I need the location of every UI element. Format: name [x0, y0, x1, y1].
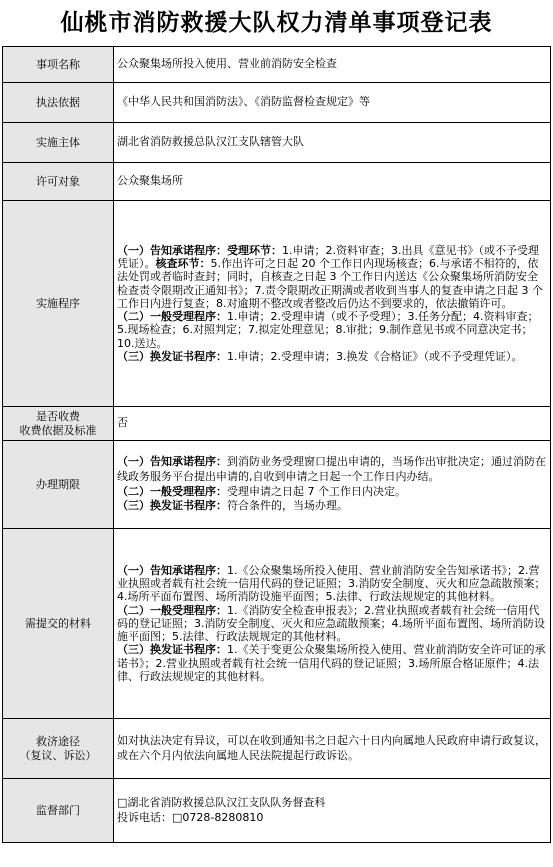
- subject-value: 湖北省消防救援总队汉江支队辖管大队: [114, 123, 551, 163]
- materials-value: [114, 529, 551, 719]
- row-supervision: [3, 779, 551, 843]
- materials-head-1: （一）告知承诺程序：: [117, 563, 227, 577]
- procedure-value: [114, 201, 551, 407]
- procedure-head-2: （二）一般受理程序：: [117, 310, 227, 324]
- row-materials: [3, 529, 551, 719]
- row-remedy: [3, 719, 551, 779]
- supervision-label: 监督部门: [3, 779, 114, 843]
- materials-text-3: 1.《关于变更公众聚集场所投入使用、营业前消防安全许可证的承诺书》；2.营业执照或者载有社会统一信用代码的登记证照；3.场所原合格证原件；4.法律、行政法规规定的其他材料。: [117, 643, 546, 684]
- procedure-sub-check: 核查环节：: [155, 256, 211, 270]
- target-value: 公众聚集场所: [114, 163, 551, 201]
- fee-value: 否: [114, 407, 551, 441]
- procedure-para-3: [117, 350, 547, 363]
- procedure-para-2: [117, 310, 547, 350]
- subject-label: 实施主体: [3, 123, 114, 163]
- procedure-head-1: （一）告知承诺程序：: [117, 243, 227, 257]
- remedy-label-line1: 救济途径: [36, 734, 80, 748]
- supervision-value: [114, 779, 551, 843]
- remedy-value: 如对执法决定有异议，可以在收到通知书之日起六十日内向属地人民政府申请行政复议，或在六个月内依法向属地人民法院提起行政诉讼。: [114, 719, 551, 779]
- procedure-para-1: [117, 244, 547, 310]
- materials-para-3: [117, 643, 547, 683]
- procedure-head-3: （三）换发证书程序：: [117, 350, 227, 364]
- materials-label: 需提交的材料: [3, 529, 114, 719]
- time-limit-value: [114, 441, 551, 529]
- procedure-label: 实施程序: [3, 201, 114, 407]
- fee-label-line2: 收费依据及标准: [19, 423, 97, 437]
- row-target: [3, 163, 551, 201]
- time-limit-head-2: （二）一般受理程序：: [117, 484, 227, 498]
- basis-value: 《中华人民共和国消防法》、《消防监督检查规定》等: [114, 83, 551, 123]
- time-limit-head-3: （三）换发证书程序：: [117, 499, 227, 513]
- time-limit-text-3: 符合条件的，当场办理。: [227, 499, 348, 513]
- materials-text-1: 1.《公众聚集场所投入使用、营业前消防安全告知承诺书》；2.营业执照或者载有社会统一信用代码的登记证照；3.消防安全制度、灭火和应急疏散预案；4.场所平面布置图、场所消防设施平面图；5.法律、行政法规规定的其他材料。: [117, 563, 546, 604]
- registration-table: [2, 46, 551, 843]
- fee-label-line1: 是否收费: [36, 409, 80, 423]
- materials-para-1: [117, 564, 547, 604]
- row-fee: [3, 407, 551, 441]
- time-limit-para-1: [117, 455, 547, 484]
- time-limit-text-2: 受理申请之日起 7 个工作日内决定。: [227, 484, 406, 498]
- time-limit-text-1: 到消防业务受理窗口提出申请的，当场作出审批决定；通过消防在线政务服务平台提出申请的,自收到申请之日起一个工作日内办结。: [117, 455, 546, 483]
- row-procedure: [3, 201, 551, 407]
- materials-head-2: （二）一般受理程序：: [117, 603, 227, 617]
- fee-label: [3, 407, 114, 441]
- materials-head-3: （三）换发证书程序：: [117, 643, 227, 657]
- supervision-dept: □湖北省消防救援总队汉江支队队务督查科: [117, 796, 326, 809]
- basis-label: 执法依据: [3, 83, 114, 123]
- row-basis: [3, 83, 551, 123]
- row-item-name: [3, 47, 551, 83]
- remedy-label-line2: （复议、诉讼）: [19, 748, 97, 762]
- time-limit-para-3: [117, 499, 547, 514]
- page-title: 仙桃市消防救援大队权力清单事项登记表: [60, 9, 493, 36]
- target-label: 许可对象: [3, 163, 114, 201]
- time-limit-label: 办理期限: [3, 441, 114, 529]
- time-limit-para-2: [117, 485, 547, 500]
- procedure-sub-accept: 受理环节：: [227, 243, 282, 257]
- materials-para-2: [117, 604, 547, 644]
- item-name-label: 事项名称: [3, 47, 114, 83]
- time-limit-head-1: （一）告知承诺程序：: [117, 455, 227, 469]
- remedy-label: [3, 719, 114, 779]
- supervision-phone: 投诉电话：□0728-8280810: [117, 810, 264, 824]
- procedure-text-2: 1.申请；2.受理申请（或不予受理）；3.任务分配；4.资料审查；5.现场检查；6.对照判定；7.拟定处理意见；8.审批；9.制作意见书或不同意决定书；10.送达。: [117, 310, 539, 350]
- item-name-value: 公众聚集场所投入使用、营业前消防安全检查: [114, 47, 551, 83]
- row-subject: [3, 123, 551, 163]
- procedure-text-check: 5.作出许可之日起 20 个工作日内现场核查；6.与承诺不相符的，依法处罚或者临时查封；同时，自核查之日起 3 个工作日内送达《公众聚集场所消防安全检查责令限期改正通知书》；7.责令限期改正期满或者收到当事人的复查申请之日起 3 个工作日内进行复查；8.对逾期不整改或者整改后仍达不到要求的，依法撤销许可。: [117, 256, 543, 310]
- row-time-limit: [3, 441, 551, 529]
- procedure-text-accept: 1.申请；2.资料审查；3.出具《意见书》（或不予受理凭证）。: [117, 243, 539, 270]
- procedure-text-3: 1.申请；2.受理申请；3.换发《合格证》（或不予受理凭证）。: [227, 350, 523, 364]
- materials-text-2: 1.《消防安全检查申报表》；2.营业执照或者载有社会统一信用代码的登记证照；3.消防安全制度、灭火和应急疏散预案；4.场所平面布置图、场所消防设施平面图；5.法律、行政法规规定的其他材料。: [117, 603, 545, 644]
